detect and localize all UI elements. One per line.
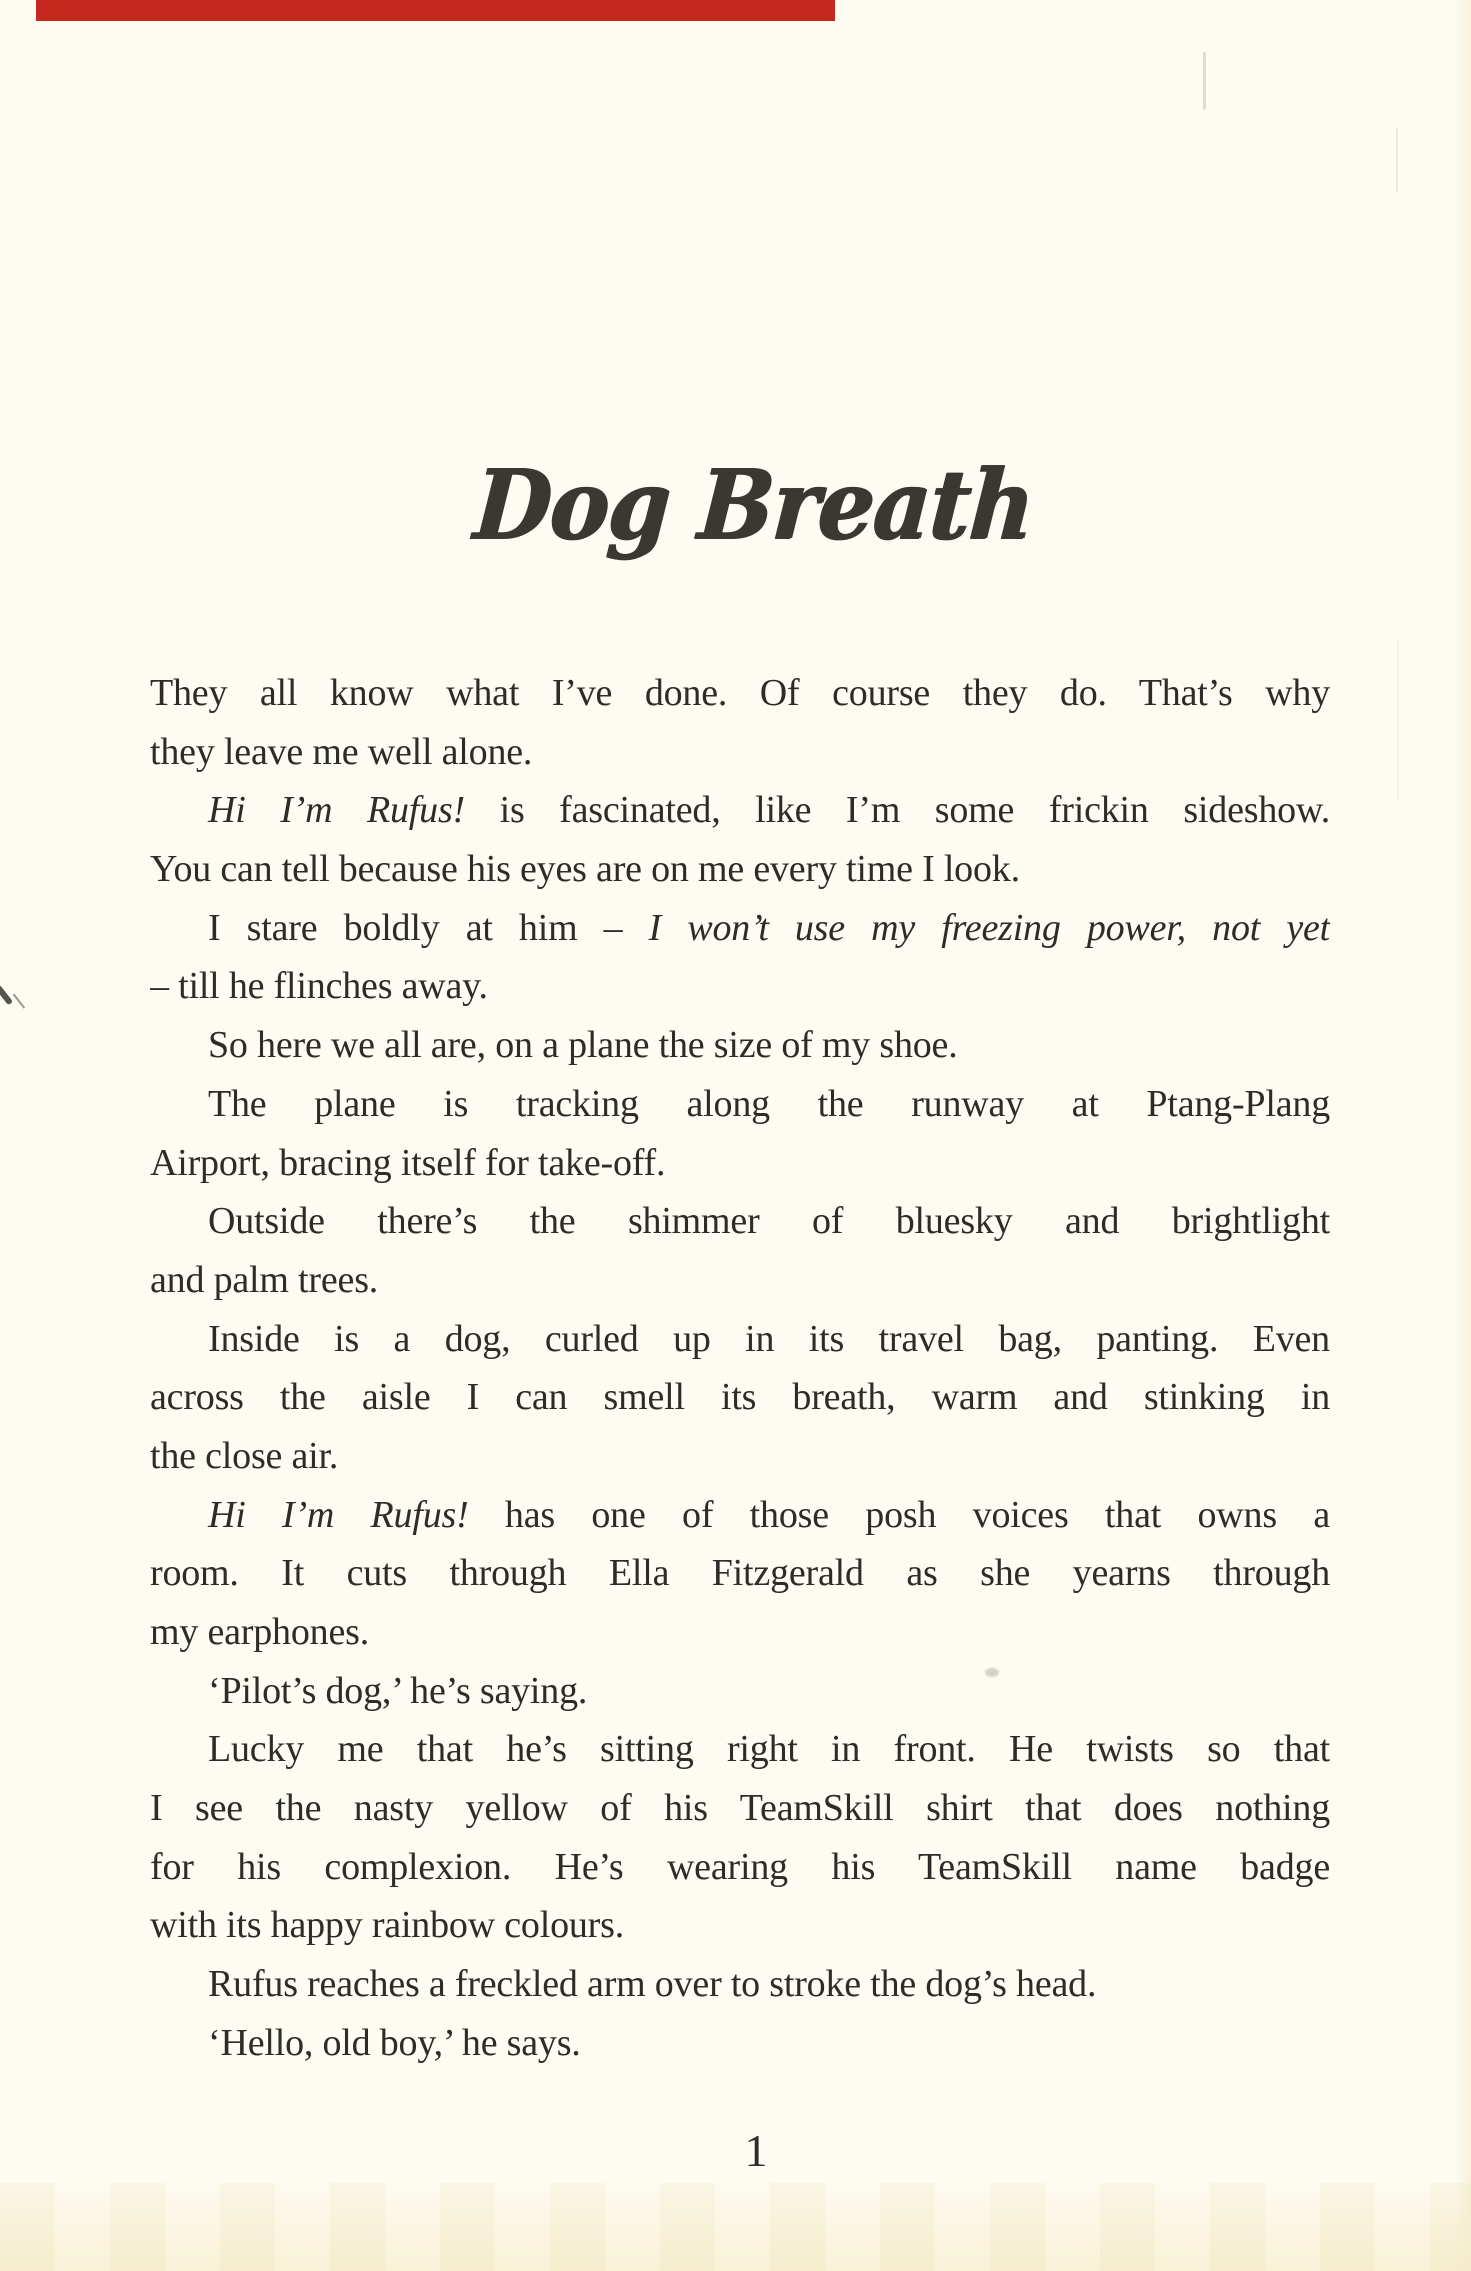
scan-mark-left-edge <box>0 984 13 1005</box>
text-segment: my earphones. <box>150 1611 369 1653</box>
text-segment: across the aisle I can smell its breath, warm and stinking in <box>150 1376 1330 1419</box>
text-segment: has one of those posh voices that owns a <box>468 1493 1330 1536</box>
text-segment: You can tell because his eyes are on me every time I look. <box>150 848 1020 891</box>
text-segment: with its happy rainbow colours. <box>150 1904 625 1947</box>
text-line <box>150 1016 1330 1075</box>
text-segment: They all know what I’ve done. Of course they do. That’s why <box>150 672 1330 714</box>
text-line <box>150 723 1330 782</box>
text-segment: the close air. <box>150 1434 339 1477</box>
text-line <box>150 1603 1330 1662</box>
text-segment: The plane is tracking along the runway at Ptang-Plang <box>208 1082 1330 1125</box>
text-segment: room. It cuts through Ella Fitzgerald as she yearns through <box>150 1552 1330 1595</box>
text-line <box>150 957 1330 1016</box>
text-segment: and palm trees. <box>150 1258 379 1301</box>
italic-text-segment: Hi I’m Rufus! <box>208 1493 469 1536</box>
text-segment: Airport, bracing itself for take-off. <box>150 1141 666 1184</box>
text-line <box>150 1779 1330 1838</box>
text-segment: Outside there’s the shimmer of bluesky and brightlight <box>208 1200 1330 1243</box>
text-line <box>150 1134 1330 1193</box>
text-line <box>150 1192 1330 1251</box>
text-segment: they leave me well alone. <box>150 730 533 773</box>
text-line <box>150 1838 1330 1897</box>
text-line <box>150 1251 1330 1310</box>
text-line <box>150 1544 1330 1603</box>
text-line <box>150 899 1330 958</box>
text-segment: I stare boldly at him – <box>208 906 649 949</box>
scan-bottom-edge <box>0 2183 1471 2271</box>
text-segment: is fascinated, like I’m some frickin sideshow. <box>465 789 1330 832</box>
text-segment: for his complexion. He’s wearing his TeamSkill name badge <box>150 1845 1330 1888</box>
text-segment: Inside is a dog, curled up in its travel bag, panting. Even <box>208 1317 1330 1360</box>
text-segment: Rufus reaches a freckled arm over to stroke the dog’s head. <box>208 1963 1097 2006</box>
text-segment: I see the nasty yellow of his TeamSkill shirt that does nothing <box>150 1787 1330 1830</box>
italic-text-segment: Hi I’m Rufus! <box>208 789 465 832</box>
text-line <box>150 1310 1330 1369</box>
text-segment: ‘Pilot’s dog,’ he’s saying. <box>208 1669 588 1712</box>
text-line <box>150 1896 1330 1955</box>
text-segment: Lucky me that he’s sitting right in front. He twists so that <box>208 1728 1330 1771</box>
text-line <box>150 1720 1330 1779</box>
text-line <box>150 2014 1330 2073</box>
scan-scratch <box>1396 128 1398 192</box>
text-line <box>150 1427 1330 1486</box>
text-line <box>150 1075 1330 1134</box>
text-line <box>150 840 1330 899</box>
scan-scratch <box>1203 52 1206 110</box>
chapter-title: Dog Breath <box>470 448 1037 561</box>
text-line <box>150 1662 1330 1721</box>
text-line <box>150 1955 1330 2014</box>
body-text <box>150 664 1330 2073</box>
text-line <box>150 1486 1330 1545</box>
text-line <box>150 781 1330 840</box>
italic-text-segment: I won’t use my freezing power, not yet <box>648 906 1330 949</box>
page-number: 1 <box>744 2125 768 2176</box>
text-line <box>150 1368 1330 1427</box>
scan-scratch <box>1397 640 1399 800</box>
text-line <box>150 664 1330 723</box>
text-segment: ‘Hello, old boy,’ he says. <box>208 2021 581 2064</box>
scan-page-edge <box>1455 0 1471 2271</box>
text-segment: So here we all are, on a plane the size of my shoe. <box>208 1024 958 1067</box>
text-segment: – till he flinches away. <box>150 965 488 1008</box>
book-edge-strip <box>36 0 835 21</box>
